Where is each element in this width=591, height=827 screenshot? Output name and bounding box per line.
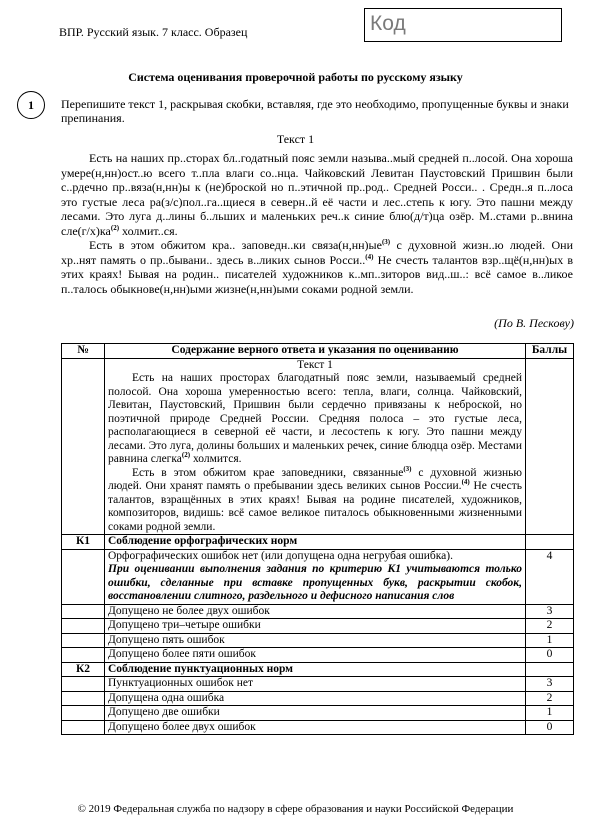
row-score: 2 bbox=[526, 619, 574, 634]
footnote-marker: (2) bbox=[181, 451, 191, 460]
answer-heading: Текст 1 bbox=[297, 358, 333, 371]
criterion-score-empty bbox=[526, 535, 574, 550]
criterion-code: К2 bbox=[62, 662, 105, 677]
text-heading: Текст 1 bbox=[276, 132, 315, 146]
task-instruction: Перепишите текст 1, раскрывая скобки, вставляя, где это необходимо, пропущенные буквы и знаки препинания. bbox=[61, 97, 569, 125]
table-row bbox=[62, 691, 574, 706]
text-author: (По В. Пескову) bbox=[494, 316, 574, 330]
text-fragment: холмится. bbox=[190, 453, 242, 465]
text-fragment: Есть в этом обжитом кра.. заповедн..ки связа(н,нн)ые bbox=[89, 238, 382, 252]
row-text: Допущено две ошибки bbox=[105, 706, 526, 721]
footnote-marker: (2) bbox=[110, 223, 120, 232]
table-row bbox=[62, 604, 574, 619]
footnote-marker: (4) bbox=[365, 252, 374, 261]
criterion-score-empty bbox=[526, 662, 574, 677]
row-text: Допущено более пяти ошибок bbox=[105, 648, 526, 663]
table-row bbox=[62, 677, 574, 692]
row-score: 0 bbox=[526, 720, 574, 735]
k1-main-cell bbox=[105, 549, 526, 604]
row-text: Допущено три–четыре ошибки bbox=[105, 619, 526, 634]
text-fragment: холмит..ся. bbox=[119, 223, 178, 238]
row-num-cell bbox=[62, 549, 105, 604]
answer-paragraph bbox=[108, 464, 523, 535]
row-num-cell bbox=[62, 633, 105, 648]
answer-row bbox=[62, 358, 574, 535]
footer-copyright: © 2019 Федеральная служба по надзору в сфере образования и науки Российской Федерации bbox=[77, 803, 514, 815]
criterion-code: К1 bbox=[62, 535, 105, 550]
text-fragment: Не счесть талантов взр..щё(н,нн)ых в этих краях! Бывая на родин.. писателей художников к..мп..зиторов вид..ш..: всё самое в..ликое п..талось обыкнове(н,нн)ыми жизне(н,нн)ыми соками родной земли. bbox=[61, 252, 573, 296]
k1-main-text: Орфографических ошибок нет (или допущена одна негрубая ошибка). bbox=[108, 549, 453, 562]
row-num-cell bbox=[62, 604, 105, 619]
header-content: Содержание верного ответа и указания по оцениванию bbox=[105, 344, 526, 359]
row-num-cell bbox=[62, 691, 105, 706]
header-score: Баллы bbox=[526, 344, 574, 359]
answer-cell bbox=[105, 358, 526, 535]
text-fragment: Не счесть талантов, взращённых в этих краях! Бывая на родине писателей, художников, композиторов, видишь: всё самое великое питалось обыкновенными жизненными соками родной земли. bbox=[108, 480, 522, 533]
answer-score-cell bbox=[526, 358, 574, 535]
task-number-badge: 1 bbox=[17, 91, 45, 119]
k1-main-score: 4 bbox=[526, 549, 574, 604]
criterion-title: Соблюдение пунктуационных норм bbox=[105, 662, 526, 677]
text-fragment: Есть на наших пр..сторах бл..годатный пояс земли называ..мый средней п..лосой. Она хороша умере(н,нн)ост..ю всего т..пла влаги со..нца. Чайковский Левитан Паустовский Пришвин были с..рдечно пр..вяза(н,нн)ы к (не)броской но п..этичной пр..род.. Средней Росси.. . Средн..я п..лоса это густые леса ра(з/с)пол..га..щиеся в северн..й её части и лес..степь к югу. Это пашни между лесами. Это луга д..лины б..льших и маленьких реч..к синие блю(д/т)ца озёр. М..стами р..внина сле(г/х)ка bbox=[61, 151, 573, 238]
answer-num-cell bbox=[62, 358, 105, 535]
row-score: 2 bbox=[526, 691, 574, 706]
text-fragment: с духовной жизнью людей. Они хранят память о пребывании здесь великих сынов России. bbox=[108, 466, 523, 492]
criterion-k1-row bbox=[62, 535, 574, 550]
row-score: 1 bbox=[526, 633, 574, 648]
row-num-cell bbox=[62, 677, 105, 692]
row-text: Допущена одна ошибка bbox=[105, 691, 526, 706]
text-fragment: с духовной жизн..ю людей. Они хр..нят память о пр..бывани.. здесь в..ликих сынов Росси.. bbox=[61, 238, 573, 267]
row-text: Допущено пять ошибок bbox=[105, 633, 526, 648]
answer-paragraph bbox=[108, 372, 522, 467]
row-text: Допущено более двух ошибок bbox=[105, 720, 526, 735]
exercise-paragraph bbox=[61, 151, 573, 238]
text-fragment: Есть на наших просторах благодатный пояс земли, называемый средней полосой. Она хороша умеренностью всего: тепла, влаги, солнца. Чайковский, Левитан, Паустовский, Пришвин были сердечно привязаны к неброской, но поэтичной природе Средней России. Средняя полоса – это густые леса, располагающиеся в северной её части, и лесостепь к югу. Это пашни между лесами. Это луга, долины больших и маленьких речек, синие блюдца озёр. Местами равнина слегка bbox=[108, 372, 522, 465]
footnote-marker: (3) bbox=[403, 464, 412, 473]
table-row bbox=[62, 706, 574, 721]
row-num-cell bbox=[62, 706, 105, 721]
criterion-title: Соблюдение орфографических норм bbox=[105, 535, 526, 550]
exercise-paragraph bbox=[61, 238, 573, 296]
footnote-marker: (4) bbox=[461, 478, 470, 487]
table-row bbox=[62, 619, 574, 634]
code-label: Код bbox=[370, 12, 406, 35]
row-num-cell bbox=[62, 720, 105, 735]
header-title: ВПР. Русский язык. 7 класс. Образец bbox=[59, 25, 248, 39]
header-num: № bbox=[62, 344, 105, 359]
k1-main-row bbox=[62, 549, 574, 604]
table-row bbox=[62, 720, 574, 735]
row-score: 0 bbox=[526, 648, 574, 663]
table-row bbox=[62, 633, 574, 648]
footnote-marker: (3) bbox=[381, 238, 391, 246]
exercise-text bbox=[61, 151, 573, 296]
k1-main-note: При оценивании выполнения задания по критерию К1 учитываются только ошибки, сделанные при вставке пропущенных букв, раскрытии скобок, восстановлении слитного, раздельного и дефисного написания слов bbox=[108, 563, 522, 602]
row-text: Пунктуационных ошибок нет bbox=[105, 677, 526, 692]
table-header-row bbox=[62, 344, 574, 359]
row-num-cell bbox=[62, 648, 105, 663]
table-row bbox=[62, 648, 574, 663]
row-score: 3 bbox=[526, 677, 574, 692]
code-box[interactable] bbox=[364, 8, 562, 42]
text-fragment: Есть в этом обжитом крае заповедники, связанные bbox=[132, 466, 404, 479]
criterion-k2-row bbox=[62, 662, 574, 677]
row-score: 3 bbox=[526, 604, 574, 619]
document-title: Система оценивания проверочной работы по русскому языку bbox=[128, 70, 463, 84]
row-num-cell bbox=[62, 619, 105, 634]
row-score: 1 bbox=[526, 706, 574, 721]
row-text: Допущено не более двух ошибок bbox=[105, 604, 526, 619]
scoring-table bbox=[61, 343, 574, 735]
